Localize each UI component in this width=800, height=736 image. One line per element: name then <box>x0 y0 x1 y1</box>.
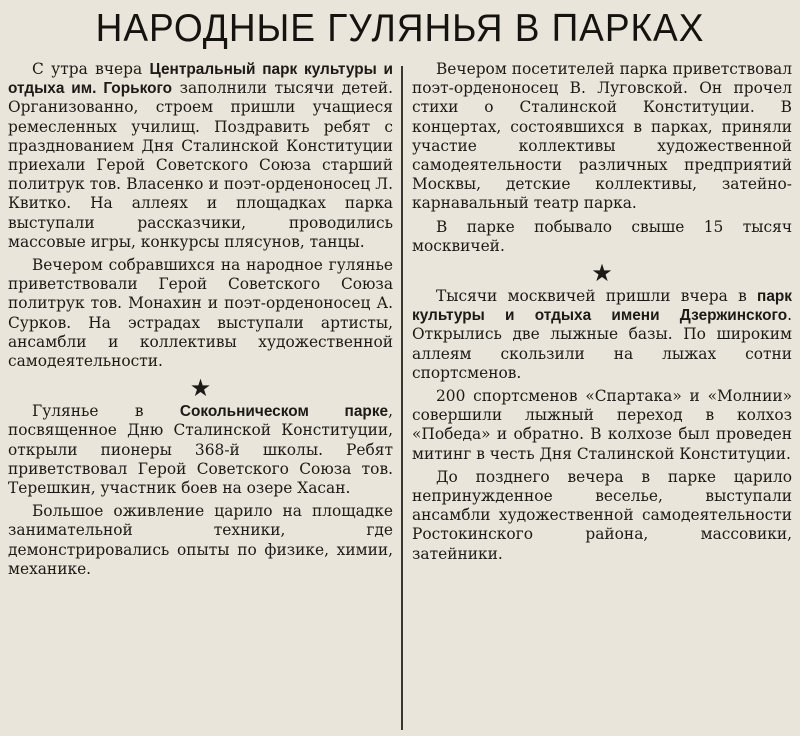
paragraph-text: Гулянье в <box>32 402 180 421</box>
left-column <box>8 60 393 583</box>
paragraph: Вечером собравшихся на народное гулянье приветствовали Герой Советского Союза политрук тов. Монахин и поэт-орденоносец А. Сурков. На эстрадах выступали артисты, ансамбли и коллективы художественной самодеятельности. <box>8 256 393 371</box>
headline: НАРОДНЫЕ ГУЛЯНЬЯ В ПАРКАХ <box>95 7 705 50</box>
paragraph <box>412 287 792 383</box>
paragraph: Большое оживление царило на площадке занимательной техники, где демонстрировались опыты по физике, химии, механике. <box>8 502 393 578</box>
park-name: парк культуры и отдыха имени Дзержинского <box>412 288 792 325</box>
paragraph-text: заполнили тысячи детей. Организованно, строем пришли учащиеся ремесленных училищ. Поздравить ребят с празднованием Дня Сталинской Конституции приехали Герой Советского Союза старший политрук тов. Власенко и поэт-орденоносец Л. Квитко. На аллеях и площадках парка выступали рассказчики, проводились массовые игры, конкурсы плясунов, танцы. <box>8 79 393 251</box>
paragraph <box>8 402 393 498</box>
park-name: Сокольническом парке <box>179 403 389 421</box>
park-name: Центральный парк культуры и отдыха им. Горького <box>8 61 393 98</box>
paragraph: До позднего вечера в парке царило непринужденное веселье, выступали ансамбли художественной самодеятельности Ростокинского района, массовики, затейники. <box>412 467 792 563</box>
paragraph-text: , посвященное Дню Сталинской Конституции, открыли пионеры 368-й школы. Ребят приветствовал Герой Советского Союза тов. Терешкин, участник боев на озере Хасан. <box>8 402 393 498</box>
star-separator-icon: ★ <box>189 374 212 403</box>
paragraph-text: . Открылись две лыжные базы. По широким аллеям скользили на лыжах сотни спортсменов. <box>412 306 792 382</box>
paragraph: 200 спортсменов «Спартака» и «Молнии» совершили лыжный переход в колхоз «Победа» и обратно. В колхозе был проведен митинг в честь Дня Сталинской Конституции. <box>412 387 792 463</box>
paragraph-text: С утра вчера <box>32 60 150 78</box>
column-divider <box>401 66 403 730</box>
paragraph-text: Тысячи москвичей пришли вчера в <box>436 287 758 306</box>
star-separator-icon: ★ <box>591 259 613 288</box>
paragraph: Вечером посетителей парка приветствовал поэт-орденоносец В. Луговской. Он прочел стихи о Сталинской Конституции. В концертах, состоявшихся в парках, приняли участие коллективы художественной самодеятельности различных предприятий Москвы, детские коллективы, затейно-карнавальный театр парка. <box>412 60 792 213</box>
paragraph <box>8 60 393 252</box>
paragraph: В парке побывало свыше 15 тысяч москвичей. <box>412 217 792 255</box>
right-column <box>412 60 792 568</box>
